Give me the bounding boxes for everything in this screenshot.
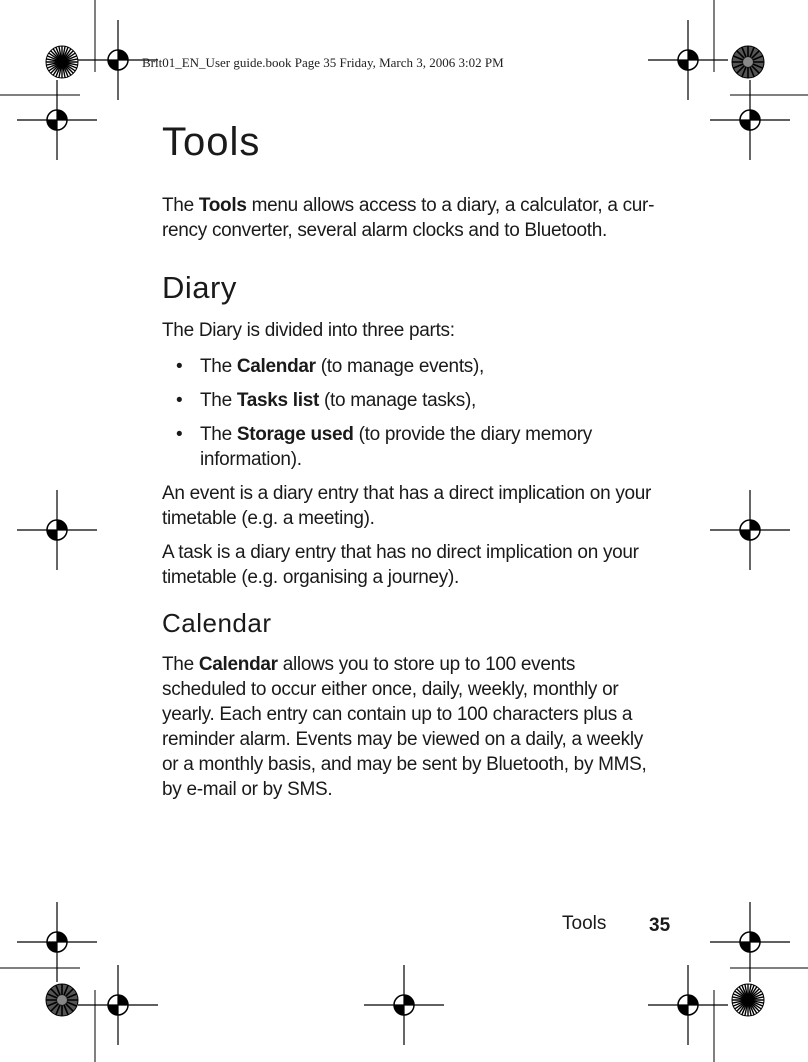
page-title: Tools: [162, 120, 261, 164]
bullet-icon: •: [176, 356, 183, 377]
tools-bold: Tools: [198, 195, 247, 216]
print-header: Brit01_EN_User guide.book Page 35 Friday, March 3, 2006 3:02 PM: [142, 55, 504, 70]
page-number: 35: [649, 915, 671, 936]
bullet-icon: •: [176, 424, 183, 445]
list-item: • The Calendar (to manage events),: [176, 356, 485, 377]
section-heading-diary: Diary: [162, 270, 237, 305]
list-item: • The Tasks list (to manage tasks),: [176, 390, 476, 411]
footer-section-title: Tools: [562, 913, 607, 934]
calendar-paragraph: The Calendar allows you to store up to 100 events scheduled to occur either once, daily, weekly, monthly or yearly. Each entry can contain up to 100 characters plus a reminder alarm. Events may be viewed on a daily, a weekly or a monthly basis, and may be sent by Bluetooth, by MMS, by e-mail or by SMS.: [162, 654, 647, 800]
diary-lead: The Diary is divided into three parts:: [162, 320, 455, 341]
section-heading-calendar: Calendar: [162, 608, 272, 638]
event-paragraph: An event is a diary entry that has a direct implication on your timetable (e.g. a meeting).: [162, 483, 652, 529]
intro-paragraph: The Tools menu allows access to a diary, a calculator, a cur- rency converter, several alarm clocks and to Bluetooth.: [162, 195, 655, 241]
bullet-icon: •: [176, 390, 183, 411]
task-paragraph: A task is a diary entry that has no direct implication on your timetable (e.g. organising a journey).: [162, 542, 639, 588]
list-item: • The Storage used (to provide the diary memory information).: [176, 424, 592, 470]
